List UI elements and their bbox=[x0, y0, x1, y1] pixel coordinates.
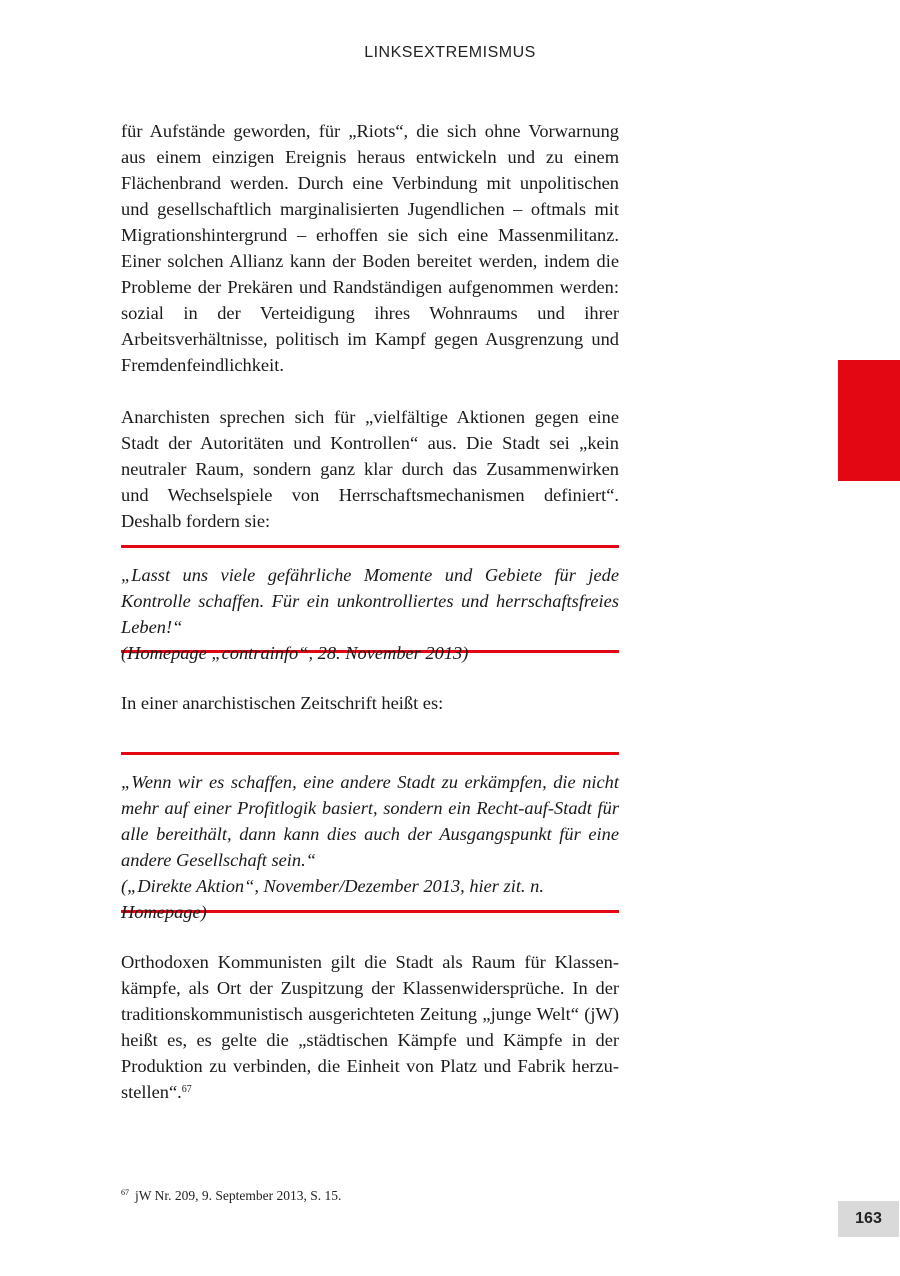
footnote bbox=[121, 1188, 341, 1204]
footnote-reference[interactable]: 67 bbox=[181, 1084, 192, 1095]
running-header: LINKSEXTREMISMUS bbox=[364, 44, 536, 61]
paragraph-3: In einer anarchistischen Zeitschrift heißt es: bbox=[121, 693, 444, 713]
paragraph-4 bbox=[121, 949, 619, 1105]
chapter-tab-marker bbox=[838, 360, 900, 481]
quote-1-text: „Lasst uns viele gefährliche Momente und Gebiete für jede Kontrolle schaffen. Für ein unkontrolliertes und herrschaftsfreies Leben!“ bbox=[121, 565, 619, 637]
quote-2-source: („Direkte Aktion“, November/Dezember 2013, hier zit. n. Homepage) bbox=[121, 876, 544, 922]
quote-2-text: „Wenn wir es schaffen, eine andere Stadt zu erkämpfen, die nicht mehr auf einer Profitlogik basiert, sondern ein Recht-auf-Stadt für alle bereithält, dann kann dies auch der Ausgangspunkt für eine andere Gesellschaft sein.“ bbox=[121, 772, 619, 870]
page-number: 163 bbox=[838, 1201, 899, 1237]
blockquote-1 bbox=[121, 545, 619, 663]
paragraph-4-text: Orthodoxen Kommunisten gilt die Stadt als Raum für Klassenkämpfe, als Ort der Zuspitzung der Klassenwidersprüche. In der traditionskommunistisch ausgerichteten Zeitung „junge Welt“ (jW) heißt es, es gelte die „städtischen Kämpfe und Kämpfe in der Produktion zu verbinden, die Einheit von Platz und Fabrik herzustellen“. bbox=[121, 952, 619, 1102]
footnote-text: jW Nr. 209, 9. September 2013, S. 15. bbox=[135, 1188, 342, 1203]
paragraph-2: Anarchisten sprechen sich für „vielfältige Aktionen gegen eine Stadt der Autoritäten und Kontrollen“ aus. Die Stadt sei „kein neutraler Raum, sondern ganz klar durch das Zusammenwirken und Wechselspiele von Herrschaftsmechanismen definiert“. Deshalb fordern sie: bbox=[121, 407, 619, 531]
quote-1-source: (Homepage „contrainfo“, 28. November 2013) bbox=[121, 643, 469, 663]
footnote-number: 67 bbox=[121, 1188, 129, 1197]
paragraph-1: für Aufstände geworden, für „Riots“, die sich ohne Vorwarnung aus einem einzigen Ereignis heraus entwickeln und zu einem Flächenbrand werden. Durch eine Verbindung mit unpolitischen und gesellschaftlich marginalisierten Jugendlichen – oftmals mit Migrationshintergrund – erhoffen sie sich eine Massenmilitanz. Einer solchen Allianz kann der Boden bereitet werden, indem die Probleme der Prekären und Randständigen aufgenommen werden: sozial in der Verteidigung ihres Wohnraums und ihrer Arbeitsverhältnisse, politisch im Kampf gegen Ausgrenzung und Fremdenfeindlichkeit. bbox=[121, 121, 619, 375]
blockquote-2 bbox=[121, 752, 619, 922]
